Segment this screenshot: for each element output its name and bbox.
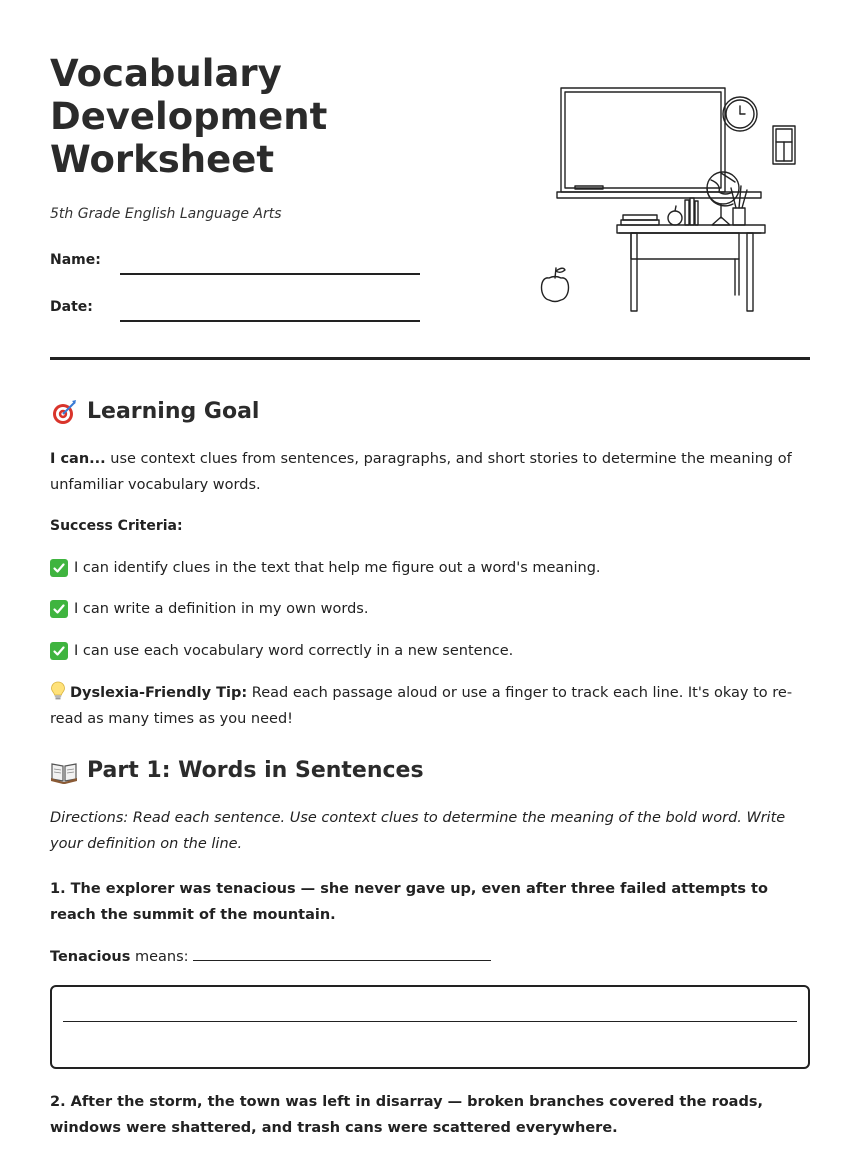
success-criteria-title: Success Criteria: — [50, 518, 183, 534]
question-2: 2. After the storm, the town was left in disarray — broken branches covered the roads, windows were shattered, and trash cans were scattered everywhere. — [50, 1094, 763, 1136]
part1-directions: Directions: Read each sentence. Use context clues to determine the meaning of the bold word. Write your definition on the line. — [50, 810, 786, 852]
check-mark-icon — [50, 600, 68, 618]
question-1-definition-line — [50, 944, 810, 970]
part1-title: Part 1: Words in Sentences — [87, 758, 424, 783]
criterion-2 — [50, 596, 810, 622]
i-can-lead: I can... — [50, 451, 106, 467]
classroom-illustration — [535, 80, 815, 320]
learning-goal-statement — [50, 446, 810, 498]
open-book-icon — [50, 757, 78, 785]
question-1: 1. The explorer was tenacious — she never gave up, even after three failed attempts to reach the summit of the mountain. — [50, 881, 768, 923]
worksheet-title — [50, 52, 380, 181]
title-line-1: Vocabulary — [50, 52, 282, 95]
question-1-answer-box[interactable] — [50, 985, 810, 1069]
light-bulb-icon — [50, 681, 66, 701]
name-field[interactable] — [50, 252, 430, 278]
criterion-text: I can write a definition in my own words. — [74, 601, 369, 617]
date-line[interactable] — [120, 320, 420, 322]
date-field[interactable] — [50, 299, 430, 325]
criterion-1 — [50, 555, 810, 581]
tip-text: Read each passage aloud or use a finger to track each line. It's okay to re-read as many times as you need! — [50, 685, 793, 727]
check-mark-icon — [50, 559, 68, 577]
means-label: means: — [130, 949, 194, 965]
name-label: Name: — [50, 252, 101, 268]
criterion-text: I can use each vocabulary word correctly in a new sentence. — [74, 643, 514, 659]
tip-label: Dyslexia-Friendly Tip: — [70, 685, 248, 701]
title-line-3: Worksheet — [50, 138, 275, 181]
learning-goal-title: Learning Goal — [87, 399, 260, 424]
answer-line — [63, 1021, 797, 1022]
learning-goal-text: use context clues from sentences, paragraphs, and short stories to determine the meaning of unfamiliar vocabulary words. — [50, 451, 792, 493]
criterion-text: I can identify clues in the text that help me figure out a word's meaning. — [74, 560, 601, 576]
check-mark-icon — [50, 642, 68, 660]
header-divider — [50, 357, 810, 360]
date-label: Date: — [50, 299, 93, 315]
definition-blank[interactable] — [193, 946, 491, 961]
part1-heading — [50, 757, 424, 785]
worksheet-subtitle: 5th Grade English Language Arts — [50, 206, 282, 222]
learning-goal-heading — [50, 398, 259, 426]
target-icon — [50, 398, 78, 426]
dyslexia-tip — [50, 680, 810, 732]
question-1-word: Tenacious — [50, 949, 131, 965]
name-line[interactable] — [120, 273, 420, 275]
criterion-3 — [50, 638, 810, 664]
title-line-2: Development — [50, 95, 328, 138]
